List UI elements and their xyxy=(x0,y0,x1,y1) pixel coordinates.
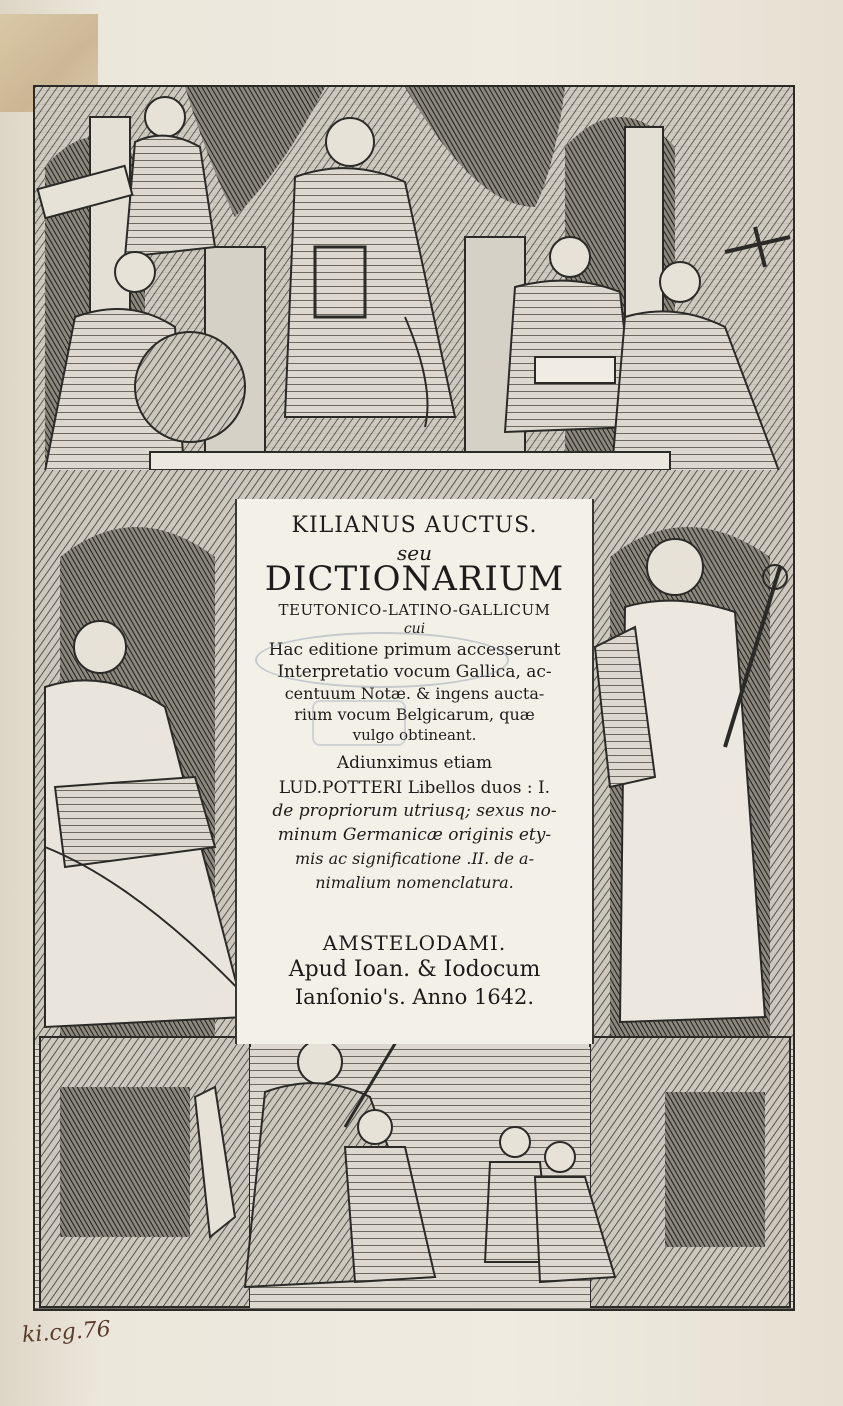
title-panel xyxy=(235,499,594,1044)
title-dictionarium: DICTIONARIUM xyxy=(264,559,565,599)
title-kilianus-auctus: KILIANUS AUCTUS. xyxy=(291,513,538,538)
imprint-date: Ianſonio's. Anno 1642. xyxy=(294,985,535,1009)
library-stamp-faint xyxy=(312,700,406,746)
text-line: minum Germanicæ originis ety- xyxy=(277,825,552,845)
text-adiunximus: Adiunximus etiam xyxy=(336,753,493,773)
cornice xyxy=(150,452,670,470)
text-line: rium vocum Belgicarum, quæ xyxy=(294,705,535,724)
imprint-publisher: Apud Ioan. & Iodocum xyxy=(288,957,541,982)
text-line: vulgo obtineant. xyxy=(352,726,477,744)
title-seu: seu xyxy=(397,541,432,565)
imprint-place: AMSTELODAMI. xyxy=(322,931,507,955)
text-line: centuum Notæ. & ingens aucta- xyxy=(284,684,545,703)
text-cui: cui xyxy=(403,621,426,637)
text-line: nimalium nomenclatura. xyxy=(315,873,514,892)
engraved-frontispiece xyxy=(33,85,795,1311)
text-line: mis ac significatione .II. de a- xyxy=(294,849,534,868)
subtitle-teutonico-latino-gallicum: TEUTONICO-LATINO-GALLICUM xyxy=(278,601,551,619)
handwritten-shelfmark: ki.cg.76 xyxy=(21,1316,112,1349)
text-line: de propriorum utriusq; sexus no- xyxy=(272,801,557,821)
library-stamp-oval xyxy=(255,632,509,688)
text-line: Interpretatio vocum Gallica, ac- xyxy=(277,662,552,682)
text-line: Hac editione primum accesserunt xyxy=(268,640,561,660)
text-potteri: LUD.POTTERI Libellos duos : I. xyxy=(278,778,551,798)
